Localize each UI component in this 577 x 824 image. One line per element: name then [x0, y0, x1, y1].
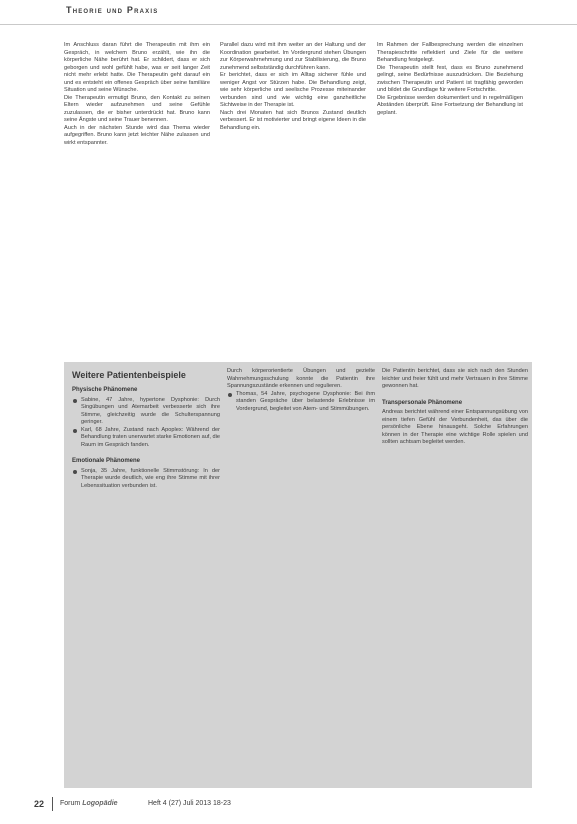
- text-column-2: [220, 42, 366, 132]
- list-item-text: Sabine, 47 Jahre, hypertone Dysphonie: Durch Singübungen und Atemarbeit verbesserte sich ihre Stimme, gleichzeitig wurde die Schulterspannung geringer.: [81, 396, 220, 425]
- bullet-icon: [73, 399, 77, 403]
- paragraph: Im Rahmen der Fallbesprechung werden die einzelnen Therapieschritte reflektiert und Ziele für die weitere Behandlung festgelegt.: [377, 42, 523, 63]
- paragraph: Die Ergebnisse werden dokumentiert und in regelmäßigen Abständen überprüft. Eine Fortsetzung der Behandlung ist geplant.: [377, 94, 523, 116]
- box-column-1: [72, 385, 220, 490]
- bullet-icon: [73, 470, 77, 474]
- list-item: [72, 468, 220, 491]
- paragraph: Nach drei Monaten hat sich Brunos Zustand deutlich verbessert. Er ist motivierter und bringt eigene Ideen in die Behandlung ein.: [220, 109, 366, 131]
- list-item-text: Karl, 68 Jahre, Zustand nach Apoplex: Während der Behandlung traten unerwartet starke Emotionen auf, die Raum im Gespräch fanden.: [81, 426, 220, 448]
- paragraph: Er berichtet, dass er sich im Alltag sicherer fühle und weniger Angst vor Stürzen habe. Die Behandlung zeigt, wie sehr körperliche und seelische Prozesse miteinander verbunden sind und wie wichtig eine ganzheitliche Sichtweise in der Therapie ist.: [220, 72, 366, 108]
- list-item-text: Die Patientin berichtet, dass sie sich nach den Stunden leichter und freier fühlt und mehr Vertrauen in ihre Stimme gewonnen hat.: [382, 368, 528, 389]
- issue-info: Heft 4 (27) Juli 2013 18-23: [148, 800, 231, 807]
- subheading-physical: Physische Phänomene: [72, 387, 138, 393]
- page-header: [0, 0, 577, 25]
- list-item-text: Thomas, 54 Jahre, psychogene Dysphonie: Bei ihm standen Gespräche über belastende Erlebnisse im Vordergrund, begleitet von Atem- und Stimmübungen.: [236, 390, 375, 412]
- text-column-1: [64, 42, 210, 147]
- box-title: Weitere Patientenbeispiele: [72, 370, 186, 380]
- journal-name: [60, 800, 118, 807]
- list-item-text: Sonja, 35 Jahre, funktionelle Stimmstörung: In der Therapie wurde deutlich, wie eng ihre Stimme mit ihrer Lebenssituation verbunden ist.: [81, 467, 220, 489]
- paragraph: Andreas berichtet während einer Entspannungsübung von einem tiefen Gefühl der Verbundenheit, das über die persönliche Ebene hinausgeht. Solche Erfahrungen können in der Therapie eine wichtige Rolle spielen und sollten achtsam begleitet werden.: [382, 409, 528, 445]
- journal-prefix: Forum: [60, 800, 81, 807]
- patient-examples-box: [64, 362, 532, 788]
- text-column-3: [377, 42, 523, 117]
- subheading-transpersonal: Transpersonale Phänomene: [382, 399, 463, 406]
- footer-divider: [52, 797, 53, 811]
- section-title: Theorie und Praxis: [66, 5, 159, 15]
- journal-title: Logopädie: [82, 800, 118, 807]
- page-number: 22: [34, 799, 45, 809]
- list-item: [227, 368, 375, 391]
- list-item: [72, 427, 220, 450]
- paragraph: Im Anschluss daran führt die Therapeutin mit ihm ein Gespräch, in welchem Bruno erzählt, wie ihn die körperliche Nähe berührt hat. Er schildert, dass er sich geborgen und wohl gefühlt habe, was er seit langer Zeit nicht mehr erlebt hatte. Die Therapeutin geht darauf ein und es entsteht ein offenes Gespräch über seine familiäre Situation und seine Wünsche.: [64, 42, 210, 93]
- paragraph: Die Therapeutin stellt fest, dass es Bruno zunehmend gelingt, seine Bedürfnisse auszudrücken. Die Beziehung zwischen Therapeutin und Patient ist tragfähig geworden und bildet die Grundlage für weitere Fortschritte.: [377, 64, 523, 93]
- list-item: [227, 391, 375, 414]
- bullet-icon: [228, 393, 232, 397]
- bullet-icon: [73, 429, 77, 433]
- page-footer: [0, 796, 577, 816]
- paragraph: Die Therapeutin ermutigt Bruno, den Kontakt zu seinen Eltern wieder aufzunehmen und seine Gefühle zuzulassen, die er bisher unterdrückt hat. Bruno kann seine Ängste und seine Trauer benennen.: [64, 94, 210, 123]
- paragraph: Parallel dazu wird mit ihm weiter an der Haltung und der Koordination gearbeitet. Im Vordergrund stehen Übungen zur Körperwahrnehmung und zur Stabilisierung, die Bruno zunehmend selbstständig durchführen kann.: [220, 42, 366, 71]
- list-item: [72, 397, 220, 427]
- subheading-emotional: Emotionale Phänomene: [72, 458, 141, 464]
- list-item: [382, 368, 528, 391]
- list-item-text: Durch körperorientierte Übungen und gezielte Wahrnehmungsschulung konnte die Patientin ihre Spannungszustände erkennen und regulieren.: [227, 368, 375, 389]
- box-column-3: [382, 368, 528, 447]
- paragraph: Auch in der nächsten Stunde wird das Thema wieder aufgegriffen. Bruno kann jetzt leichter Nähe zulassen und wirkt entspannter.: [64, 124, 210, 146]
- box-column-2: [227, 368, 375, 413]
